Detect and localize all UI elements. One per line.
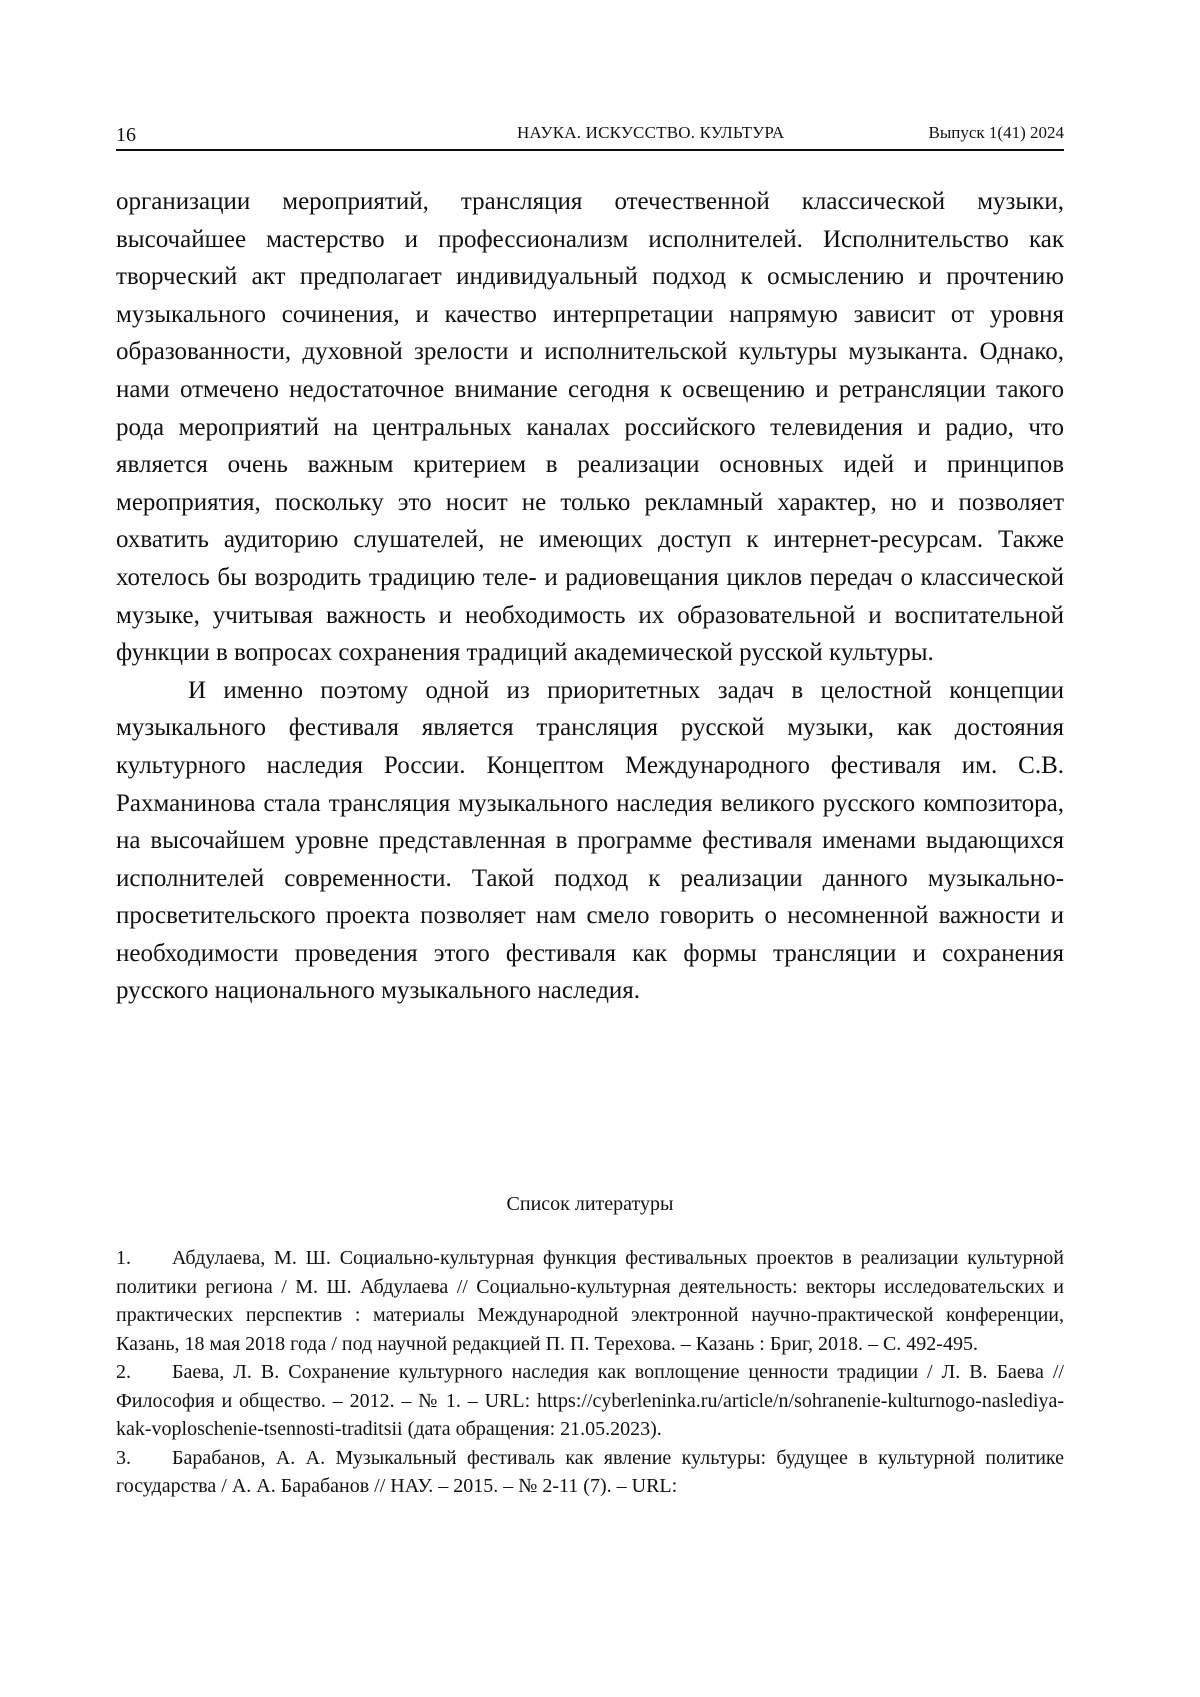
document-page — [0, 0, 1200, 1697]
running-header — [116, 118, 1064, 146]
reference-number: 1. — [116, 1244, 172, 1273]
header-divider — [116, 149, 1064, 151]
reference-number: 2. — [116, 1358, 172, 1387]
page-number: 16 — [116, 124, 136, 147]
reference-text: Барабанов, А. А. Музыкальный фестиваль как явление культуры: будущее в культурной политике государства / А. А. Барабанов // НАУ. – 2015. – № 2-11 (7). – URL: — [116, 1447, 1064, 1498]
reference-item — [116, 1444, 1064, 1501]
journal-title: НАУКА. ИСКУССТВО. КУЛЬТУРА — [517, 123, 784, 143]
reference-text: Баева, Л. В. Сохранение культурного наследия как воплощение ценности традиции / Л. В. Баева // Философия и общество. – 2012. – № 1. – URL: https://cyberleninka.ru/article/n/sohranenie-kulturnogo-naslediya-kak-voploschenie-tsennosti-traditsii (дата обращения: 21.05.2023). — [116, 1361, 1064, 1440]
reference-item — [116, 1358, 1064, 1444]
reference-number: 3. — [116, 1444, 172, 1473]
references-heading: Список литературы — [116, 1190, 1064, 1218]
issue-label: Выпуск 1(41) 2024 — [929, 123, 1065, 143]
body-paragraph: организации мероприятий, трансляция отечественной классической музыки, высочайшее мастерство и профессионализм исполнителей. Исполнительство как творческий акт предполагает индивидуальный подход к осмыслению и прочтению музыкального сочинения, и качество интерпретации напрямую зависит от уровня образованности, духовной зрелости и исполнительской культуры музыканта. Однако, нами отмечено недостаточное внимание сегодня к освещению и ретрансляции такого рода мероприятий на центральных каналах российского телевидения и радио, что является очень важным критерием в реализации основных идей и принципов мероприятия, поскольку это носит не только рекламный характер, но и позволяет охватить аудиторию слушателей, не имеющих доступ к интернет-ресурсам. Также хотелось бы возродить традицию теле- и радиовещания циклов передач о классической музыке, учитывая важность и необходимость их образовательной и воспитательной функции в вопросах сохранения традиций академической русской культуры. — [116, 183, 1064, 672]
article-body — [116, 183, 1064, 1010]
reference-text: Абдулаева, М. Ш. Социально-культурная функция фестивальных проектов в реализации культурной политики региона / М. Ш. Абдулаева // Социально-культурная деятельность: векторы исследовательских и практических перспектив : материалы Международной электронной научно-практической конференции, Казань, 18 мая 2018 года / под научной редакцией П. П. Терехова. – Казань : Бриг, 2018. – С. 492-495. — [116, 1247, 1064, 1355]
body-paragraph: И именно поэтому одной из приоритетных задач в целостной концепции музыкального фестиваля является трансляция русской музыки, как достояния культурного наследия России. Концептом Международного фестиваля им. С.В. Рахманинова стала трансляция музыкального наследия великого русского композитора, на высочайшем уровне представленная в программе фестиваля именами выдающихся исполнителей современности. Такой подход к реализации данного музыкально-просветительского проекта позволяет нам смело говорить о несомненной важности и необходимости проведения этого фестиваля как формы трансляции и сохранения русского национального музыкального наследия. — [116, 672, 1064, 1010]
references-list — [116, 1244, 1064, 1501]
reference-item — [116, 1244, 1064, 1358]
